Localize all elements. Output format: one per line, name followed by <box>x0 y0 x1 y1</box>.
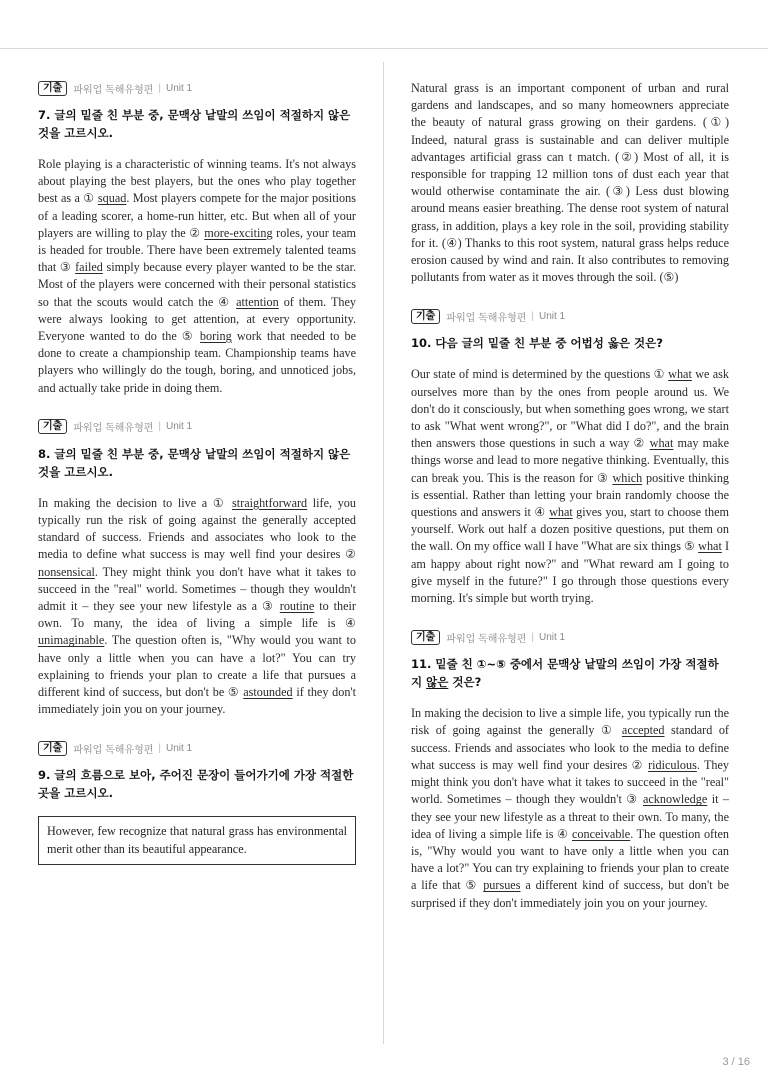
underlined-word: more-exciting <box>204 225 273 240</box>
underlined-word: conceivable <box>572 826 631 841</box>
question-title: 8. 글의 밑줄 친 부분 중, 문맥상 낱말의 쓰임이 적절하지 않은 것을 고르시오. <box>38 446 351 479</box>
underlined-word: nonsensical <box>38 564 95 579</box>
question-passage: In making the decision to live a ① straightforward life, you typically run the risk of going against the generally accepted standard of success. Friends and associates who look to the media to define what success is may well find your desires ② nonsensical. They might think you don't have what it takes to succeed in the "real" world. Sometimes – though they wouldn't admit it – they see your new lifestyle as a ③ routine to their own. To many, the idea of living a simple life is ④ unimaginable. The question often is, "Why would you want to have only a little when you can have a lot?" You can try explaining to friends your plan to create a life that pursues a different kind of success, but don't be ⑤ astounded if they don't immediately join you on your journey. <box>38 495 356 717</box>
underlined-word: which <box>612 470 643 485</box>
source-tag <box>411 629 729 645</box>
underlined-word: unimaginable <box>38 633 105 648</box>
underlined-word: straightforward <box>232 495 308 510</box>
unit-name: Unit 1 <box>166 82 193 94</box>
underlined-word: what <box>549 505 573 520</box>
tag-separator: | <box>531 310 534 322</box>
question-passage: Our state of mind is determined by the questions ① what we ask ourselves more than by the ones from people around us. We don't do it consciously, but when something goes wrong, we start to ask "What went wrong?", or "What did I do?", and the brain then answers those questions in such a way ② what may make things worse and lead to more negative thinking. Eventually, this can break you. This is the reason for ③ which positive thinking is essential. Rather than letting your brain randomly choose the questions and answers it ④ what gives you, start to choose them yourself. Work out half a dozen positive questions, put them on the wall. On my office wall I have "What are six things ⑤ what I am happy about right now?" and "What reward am I going to give myself in the future?" I go through those questions every morning. It's simple but worth trying. <box>411 367 730 606</box>
tag-separator: | <box>158 421 161 433</box>
unit-name: Unit 1 <box>166 742 193 754</box>
source-tag <box>38 419 356 435</box>
book-name: 파워업 독해유형편 <box>73 84 154 96</box>
question-title: 10. 다음 글의 밑줄 친 부분 중 어법성 옳은 것은? <box>411 336 663 351</box>
right-column <box>411 80 729 934</box>
underlined-word: what <box>668 367 692 382</box>
underlined-word: acknowledge <box>642 792 708 807</box>
source-tag <box>411 308 729 324</box>
underlined-word: accepted <box>621 723 665 738</box>
underlined-word: boring <box>199 329 232 344</box>
header-rule <box>0 48 768 49</box>
question-7 <box>38 80 356 397</box>
tag-separator: | <box>158 82 161 94</box>
book-name: 파워업 독해유형편 <box>446 312 527 324</box>
question-11 <box>411 629 729 911</box>
exam-badge: 기출 <box>38 741 67 756</box>
underlined-word: squad <box>97 191 127 206</box>
book-name: 파워업 독해유형편 <box>446 633 527 645</box>
underlined-word: what <box>698 539 722 554</box>
exam-badge: 기출 <box>38 419 67 434</box>
book-name: 파워업 독해유형편 <box>73 744 154 756</box>
page-number: 3 / 16 <box>722 1056 750 1068</box>
left-column <box>38 80 356 887</box>
column-divider <box>383 62 384 1044</box>
question-10 <box>411 308 729 607</box>
question-title: 11. 밑줄 친 ①~⑤ 중에서 문맥상 낱말의 쓰임이 가장 적절하지 않은 것은? <box>411 657 719 690</box>
source-tag <box>38 740 356 756</box>
underlined-word: astounded <box>243 685 293 700</box>
underlined-word: pursues <box>483 878 521 893</box>
underlined-word: failed <box>75 260 103 275</box>
question-9 <box>38 740 356 864</box>
question-title: 9. 글의 흐름으로 보아, 주어진 문장이 들어가기에 가장 적절한 곳을 고르시오. <box>38 768 354 801</box>
question-passage: Natural grass is an important component of urban and rural gardens and landscapes, and so many homeowners appreciate the beauty of natural grass growing on their gardens. (①) Indeed, natural grass is sustainable and can deliver multiple advantages artificial grass can t match. (②) Most of all, it is responsible for trapping 12 million tons of dust each year that would otherwise contaminate the air. (③) Less dust blowing around means easier breathing. The dense root system of natural grass, in addition, plays a key role in the soil, providing stability for it. (④) Thanks to this root system, natural grass helps reduce erosion caused by wind and rain. It also contributes to removing pollutants from water as it moves through the soil. (⑤) <box>411 81 729 285</box>
exam-badge: 기출 <box>411 309 440 324</box>
question-8 <box>38 419 356 719</box>
exam-badge: 기출 <box>38 81 67 96</box>
unit-name: Unit 1 <box>539 631 566 643</box>
question-title: 7. 글의 밑줄 친 부분 중, 문맥상 낱말의 쓰임이 적절하지 않은 것을 고르시오. <box>38 108 351 140</box>
question-9-passage <box>411 80 729 286</box>
given-sentence-box: However, few recognize that natural grass has environmental merit other than its beautiful appearance. <box>38 816 356 864</box>
tag-separator: | <box>158 742 161 754</box>
underlined-word: what <box>649 436 674 451</box>
unit-name: Unit 1 <box>166 421 193 433</box>
underlined-word: routine <box>279 599 315 614</box>
book-name: 파워업 독해유형편 <box>73 423 154 435</box>
question-passage: Role playing is a characteristic of winning teams. It's not always about playing the best players, but the ones who play together best as a ① squad. Most players compete for the major positions of a leading scorer, a home-run hitter, etc. But when all of your players are willing to play the ② more-exciting roles, your team is headed for trouble. There have been extremely talented teams that ③ failed simply because every player wanted to be the star. Most of the players were concerned with their personal statistics so that the scouts would catch the ④ attention of them. They were always looking to get attention, at every opportunity. Everyone wanted to do the ⑤ boring work that needed to be done to create a championship team. Championship teams have players who willingly do the tough, boring, and unnoticed jobs, and actually take pride in doing them. <box>38 157 357 395</box>
exam-badge: 기출 <box>411 630 440 645</box>
tag-separator: | <box>531 631 534 643</box>
unit-name: Unit 1 <box>539 310 566 322</box>
underlined-word: attention <box>236 294 279 309</box>
underlined-word: ridiculous <box>648 757 697 772</box>
question-passage: In making the decision to live a simple life, you typically run the risk of going against the generally ① accepted standard of success. Friends and associates who look to the media to define what success is may well find your desires ② ridiculous. They might think you don't have what it takes to succeed in the "real" world. Sometimes – though they wouldn't ③ acknowledge it – they see your new lifestyle as a threat to their own. To many, the idea of living a simple life is ④ conceivable. The question often is, "Why would you want to have only a little when you can have a lot?" You can try explaining to friends your plan to create a life that ⑤ pursues a different kind of success, but don't be surprised if they don't immediately join you on your journey. <box>411 706 730 910</box>
source-tag <box>38 80 356 96</box>
